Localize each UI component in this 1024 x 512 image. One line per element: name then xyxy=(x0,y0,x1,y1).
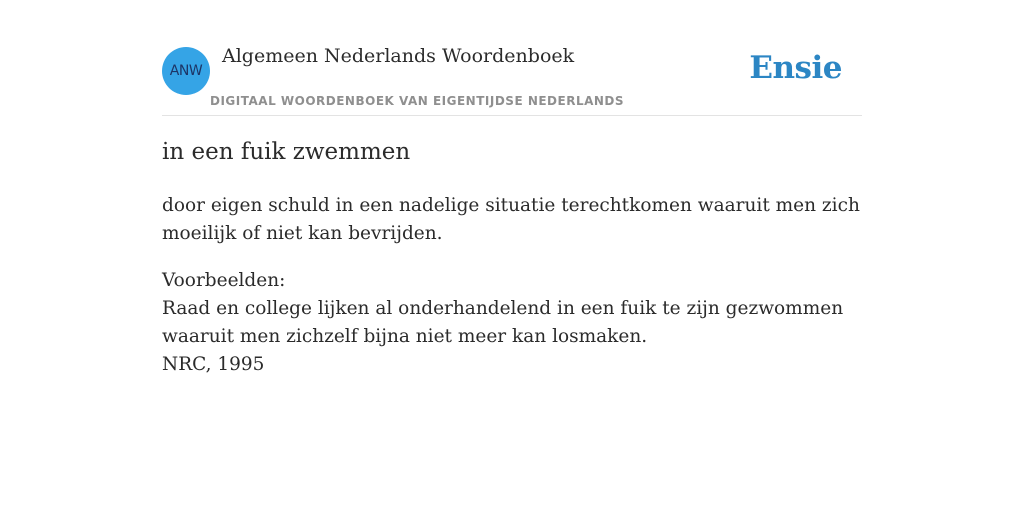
entry-term: in een fuik zwemmen xyxy=(162,139,411,165)
site-subtitle: DIGITAAL WOORDENBOEK VAN EIGENTIJDSE NEDERLANDS xyxy=(210,94,625,108)
example-text: Raad en college lijken al onderhandelend in een fuik te zijn gezwommen waaruit men zichzelf bijna niet meer kan losmaken. xyxy=(162,298,844,347)
header xyxy=(162,0,862,116)
examples-section xyxy=(162,267,862,379)
examples-label: Voorbeelden: xyxy=(162,270,286,291)
example-source: NRC, 1995 xyxy=(162,354,265,375)
ensie-logo-link[interactable]: Ensie xyxy=(749,50,842,86)
entry-definition: door eigen schuld in een nadelige situatie terechtkomen waaruit men zich moeilijk of niet kan bevrijden. xyxy=(162,195,860,244)
site-title[interactable]: Algemeen Nederlands Woordenboek xyxy=(222,45,575,67)
anw-logo[interactable]: ANW xyxy=(162,47,210,95)
content xyxy=(162,0,862,375)
